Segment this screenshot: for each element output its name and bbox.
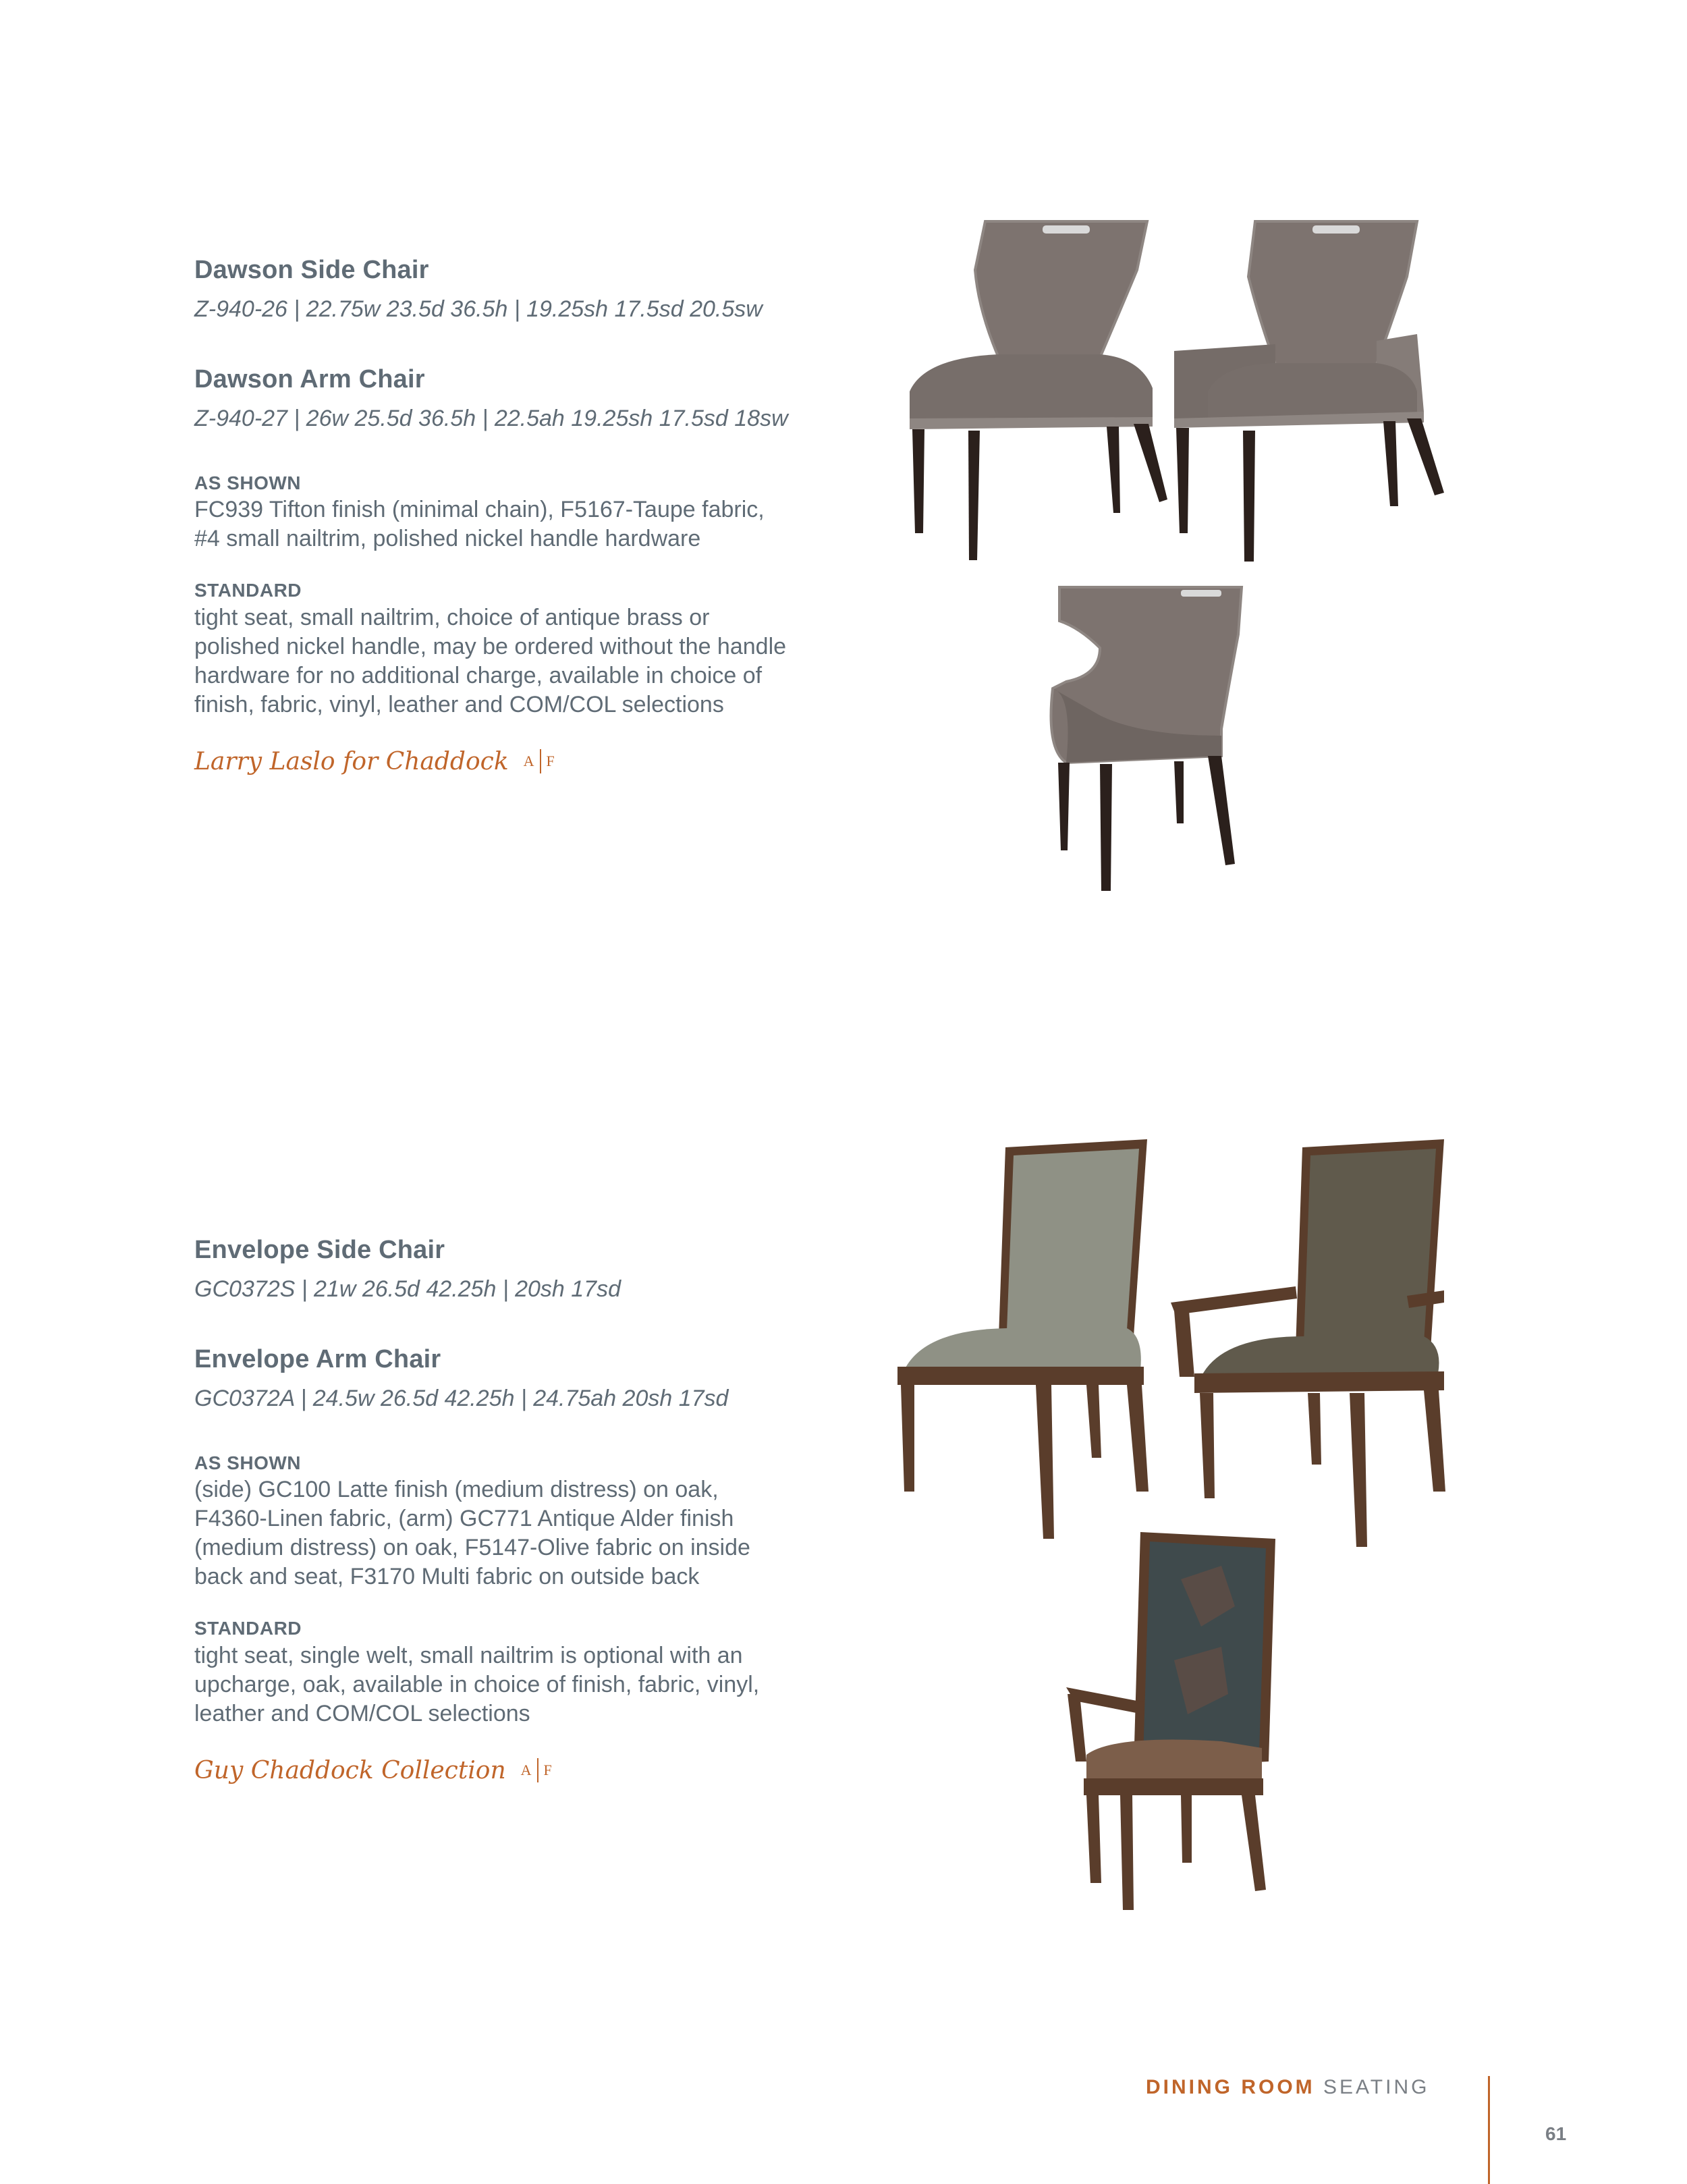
envelope-arm-chair-image — [1171, 1139, 1445, 1547]
text-line: finish, fabric, vinyl, leather and COM/COL selections — [194, 691, 724, 717]
logo-letter-right: F — [543, 1762, 552, 1779]
text-line: tight seat, single welt, small nailtrim is optional with an — [194, 1642, 743, 1668]
standard-label: STANDARD — [194, 1618, 302, 1639]
text-line: (medium distress) on oak, F5147-Olive fabric on inside — [194, 1535, 750, 1561]
envelope-side-chair-image — [897, 1139, 1149, 1539]
designer-name: Larry Laslo for Chaddock — [194, 747, 509, 775]
logo-letter-left: A — [523, 753, 534, 770]
dawson-back-view-chair-image — [1051, 587, 1242, 891]
envelope-back-view-chair-image — [1066, 1532, 1275, 1910]
af-logo-icon — [524, 749, 555, 773]
standard-text — [194, 603, 910, 719]
dawson-arm-chair-image — [1174, 221, 1444, 562]
designer-name: Guy Chaddock Collection — [194, 1756, 506, 1784]
text-line: (side) GC100 Latte finish (medium distress) on oak, — [194, 1477, 719, 1503]
product-side-name: Dawson Side Chair — [194, 256, 429, 284]
as-shown-label: AS SHOWN — [194, 1452, 301, 1473]
as-shown-text — [194, 495, 910, 553]
page-number: 61 — [1545, 2123, 1567, 2144]
product-envelope — [194, 1235, 910, 1784]
envelope-chairs-illustration — [884, 1134, 1451, 1917]
dawson-chairs-photo — [897, 216, 1451, 904]
product-side-spec: GC0372S | 21w 26.5d 42.25h | 20sh 17sd — [194, 1276, 621, 1302]
logo-divider — [537, 1758, 538, 1782]
footer-divider — [1488, 2076, 1490, 2184]
product-arm-name: Dawson Arm Chair — [194, 365, 425, 394]
text-line: leather and COM/COL selections — [194, 1700, 530, 1726]
logo-letter-left: A — [520, 1762, 532, 1779]
product-arm-spec: Z-940-27 | 26w 25.5d 36.5h | 22.5ah 19.25sh 17.5sd 18sw — [194, 405, 788, 431]
text-line: polished nickel handle, may be ordered without the handle — [194, 633, 787, 659]
standard-label: STANDARD — [194, 580, 302, 601]
designer-line — [194, 748, 910, 775]
text-line: FC939 Tifton finish (minimal chain), F5167-Taupe fabric, — [194, 497, 765, 523]
text-line: #4 small nailtrim, polished nickel handle hardware — [194, 526, 701, 552]
af-logo-icon — [521, 1758, 552, 1782]
standard-text — [194, 1641, 910, 1728]
as-shown-label: AS SHOWN — [194, 472, 301, 493]
envelope-chairs-photo — [884, 1134, 1451, 1917]
dawson-chairs-illustration — [897, 216, 1451, 904]
section-label-rest: SEATING — [1315, 2076, 1430, 2098]
product-side-name: Envelope Side Chair — [194, 1236, 445, 1264]
designer-line — [194, 1757, 910, 1784]
text-line: hardware for no additional charge, available in choice of — [194, 662, 763, 688]
product-arm-spec: GC0372A | 24.5w 26.5d 42.25h | 24.75ah 20sh 17sd — [194, 1385, 729, 1411]
section-label — [1146, 2076, 1429, 2099]
text-line: upcharge, oak, available in choice of finish, fabric, vinyl, — [194, 1671, 760, 1697]
product-dawson — [194, 255, 910, 775]
logo-letter-right: F — [546, 753, 555, 770]
text-line: tight seat, small nailtrim, choice of antique brass or — [194, 604, 710, 630]
dawson-side-chair-image — [910, 221, 1167, 560]
as-shown-text — [194, 1475, 910, 1591]
text-line: F4360-Linen fabric, (arm) GC771 Antique Alder finish — [194, 1506, 734, 1532]
text-line: back and seat, F3170 Multi fabric on outside back — [194, 1564, 700, 1590]
section-label-accent: DINING ROOM — [1146, 2076, 1315, 2098]
product-side-spec: Z-940-26 | 22.75w 23.5d 36.5h | 19.25sh 17.5sd 20.5sw — [194, 296, 763, 322]
product-arm-name: Envelope Arm Chair — [194, 1345, 441, 1374]
logo-divider — [540, 749, 541, 773]
